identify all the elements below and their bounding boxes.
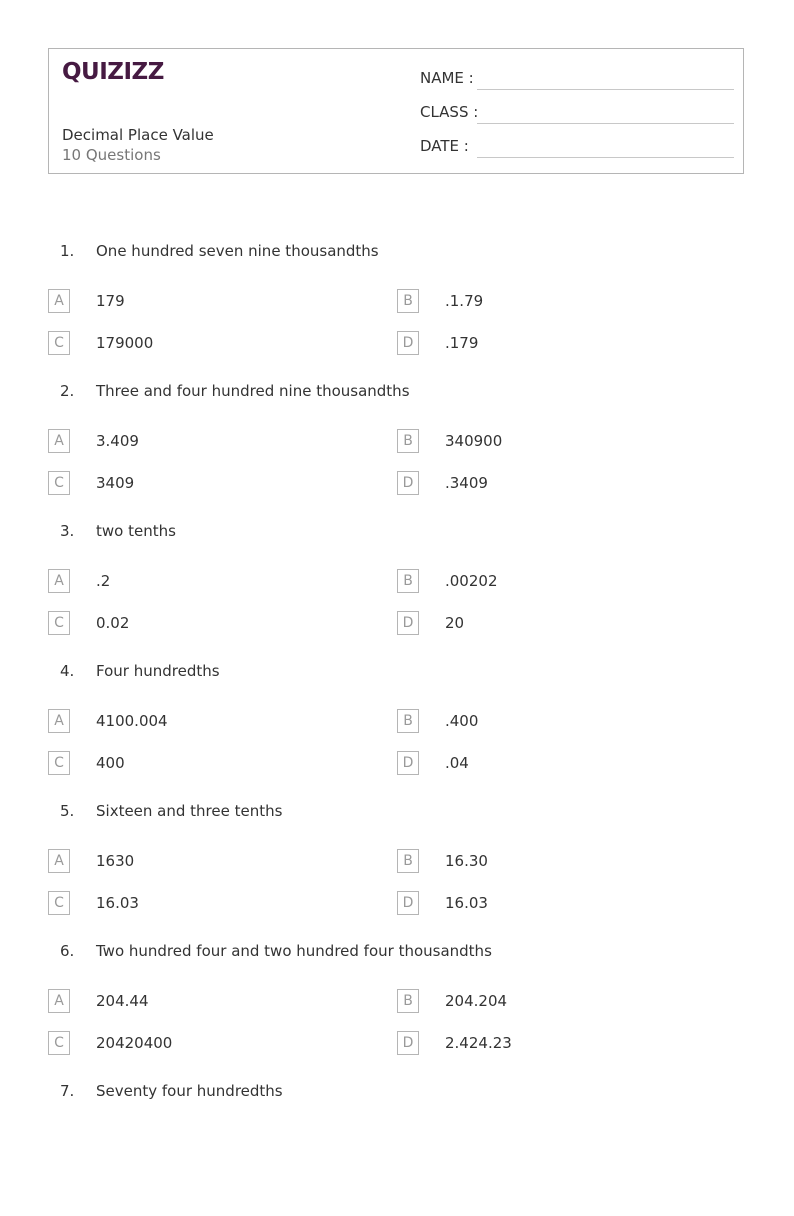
question-header: [48, 656, 744, 688]
question-header: [48, 236, 744, 268]
option-text: .00202: [445, 572, 498, 590]
question-header: [48, 936, 744, 968]
question-header: [48, 376, 744, 408]
question-number: 7.: [60, 1082, 75, 1100]
question-text: Two hundred four and two hundred four thousandths: [96, 942, 492, 960]
question-text: two tenths: [96, 522, 176, 540]
answer-option-a[interactable]: [48, 989, 388, 1017]
option-text: .04: [445, 754, 469, 772]
answer-option-b[interactable]: [397, 289, 737, 317]
option-letter-box[interactable]: D: [397, 331, 419, 355]
question-item: [48, 1076, 744, 1216]
option-letter-box[interactable]: A: [48, 709, 70, 733]
option-text: .2: [96, 572, 111, 590]
question-number: 5.: [60, 802, 75, 820]
answer-option-b[interactable]: [397, 709, 737, 737]
answer-option-d[interactable]: [397, 1031, 737, 1059]
quizizz-logo: QUIZIZZ: [62, 59, 164, 85]
option-letter-box[interactable]: B: [397, 569, 419, 593]
option-text: 3409: [96, 474, 135, 492]
answer-option-c[interactable]: [48, 331, 388, 359]
option-text: 204.204: [445, 992, 508, 1010]
date-field[interactable]: [420, 134, 734, 158]
option-letter-box[interactable]: A: [48, 989, 70, 1013]
option-text: 3.409: [96, 432, 139, 450]
date-label: DATE :: [420, 137, 469, 155]
question-item: [48, 236, 744, 376]
question-number: 2.: [60, 382, 75, 400]
answer-option-b[interactable]: [397, 569, 737, 597]
option-letter-box[interactable]: B: [397, 429, 419, 453]
worksheet-header: [48, 48, 744, 174]
question-header: [48, 1076, 744, 1108]
option-letter-box[interactable]: A: [48, 849, 70, 873]
answer-option-d[interactable]: [397, 891, 737, 919]
answer-option-a[interactable]: [48, 709, 388, 737]
question-text: One hundred seven nine thousandths: [96, 242, 379, 260]
answer-option-b[interactable]: [397, 849, 737, 877]
option-letter-box[interactable]: C: [48, 751, 70, 775]
option-letter-box[interactable]: A: [48, 429, 70, 453]
option-letter-box[interactable]: C: [48, 611, 70, 635]
option-text: 16.30: [445, 852, 488, 870]
option-letter-box[interactable]: C: [48, 1031, 70, 1055]
option-text: 204.44: [96, 992, 149, 1010]
option-text: 2.424.23: [445, 1034, 512, 1052]
option-letter-box[interactable]: C: [48, 471, 70, 495]
answer-option-c[interactable]: [48, 471, 388, 499]
question-text: Seventy four hundredths: [96, 1082, 283, 1100]
question-text: Three and four hundred nine thousandths: [96, 382, 410, 400]
answer-option-b[interactable]: [397, 429, 737, 457]
option-text: .3409: [445, 474, 488, 492]
answer-option-d[interactable]: [397, 611, 737, 639]
answer-option-c[interactable]: [48, 611, 388, 639]
question-item: [48, 796, 744, 936]
option-letter-box[interactable]: B: [397, 289, 419, 313]
name-field[interactable]: [420, 66, 734, 90]
question-list: [48, 236, 744, 1216]
option-text: .400: [445, 712, 479, 730]
option-text: 0.02: [96, 614, 130, 632]
option-letter-box[interactable]: D: [397, 751, 419, 775]
answer-option-a[interactable]: [48, 289, 388, 317]
option-letter-box[interactable]: A: [48, 569, 70, 593]
question-header: [48, 796, 744, 828]
class-label: CLASS :: [420, 103, 479, 121]
class-field[interactable]: [420, 100, 734, 124]
answer-option-d[interactable]: [397, 751, 737, 779]
name-line[interactable]: [477, 89, 734, 90]
question-text: Sixteen and three tenths: [96, 802, 283, 820]
option-text: 4100.004: [96, 712, 168, 730]
answer-option-b[interactable]: [397, 989, 737, 1017]
answer-option-a[interactable]: [48, 429, 388, 457]
question-count: 10 Questions: [62, 146, 161, 164]
name-label: NAME :: [420, 69, 474, 87]
option-text: 1630: [96, 852, 135, 870]
option-text: 179: [96, 292, 125, 310]
option-text: 400: [96, 754, 125, 772]
question-number: 4.: [60, 662, 75, 680]
question-item: [48, 936, 744, 1076]
option-letter-box[interactable]: D: [397, 471, 419, 495]
option-letter-box[interactable]: D: [397, 611, 419, 635]
question-item: [48, 656, 744, 796]
option-text: 16.03: [445, 894, 488, 912]
answer-option-d[interactable]: [397, 471, 737, 499]
worksheet-title: Decimal Place Value: [62, 126, 214, 144]
question-number: 3.: [60, 522, 75, 540]
option-letter-box[interactable]: C: [48, 331, 70, 355]
option-letter-box[interactable]: B: [397, 989, 419, 1013]
option-letter-box[interactable]: B: [397, 849, 419, 873]
question-item: [48, 516, 744, 656]
option-text: 16.03: [96, 894, 139, 912]
option-letter-box[interactable]: D: [397, 1031, 419, 1055]
question-item: [48, 376, 744, 516]
answer-option-d[interactable]: [397, 331, 737, 359]
question-number: 1.: [60, 242, 75, 260]
answer-option-c[interactable]: [48, 751, 388, 779]
option-text: 20420400: [96, 1034, 173, 1052]
question-text: Four hundredths: [96, 662, 220, 680]
option-text: 179000: [96, 334, 154, 352]
question-header: [48, 516, 744, 548]
option-letter-box[interactable]: C: [48, 891, 70, 915]
answer-option-a[interactable]: [48, 569, 388, 597]
option-text: 340900: [445, 432, 503, 450]
question-number: 6.: [60, 942, 75, 960]
class-line[interactable]: [477, 123, 734, 124]
option-text: .1.79: [445, 292, 484, 310]
option-text: 20: [445, 614, 465, 632]
option-text: .179: [445, 334, 479, 352]
option-letter-box[interactable]: B: [397, 709, 419, 733]
option-letter-box[interactable]: A: [48, 289, 70, 313]
option-letter-box[interactable]: D: [397, 891, 419, 915]
answer-option-c[interactable]: [48, 891, 388, 919]
date-line[interactable]: [477, 157, 734, 158]
answer-option-a[interactable]: [48, 849, 388, 877]
answer-option-c[interactable]: [48, 1031, 388, 1059]
